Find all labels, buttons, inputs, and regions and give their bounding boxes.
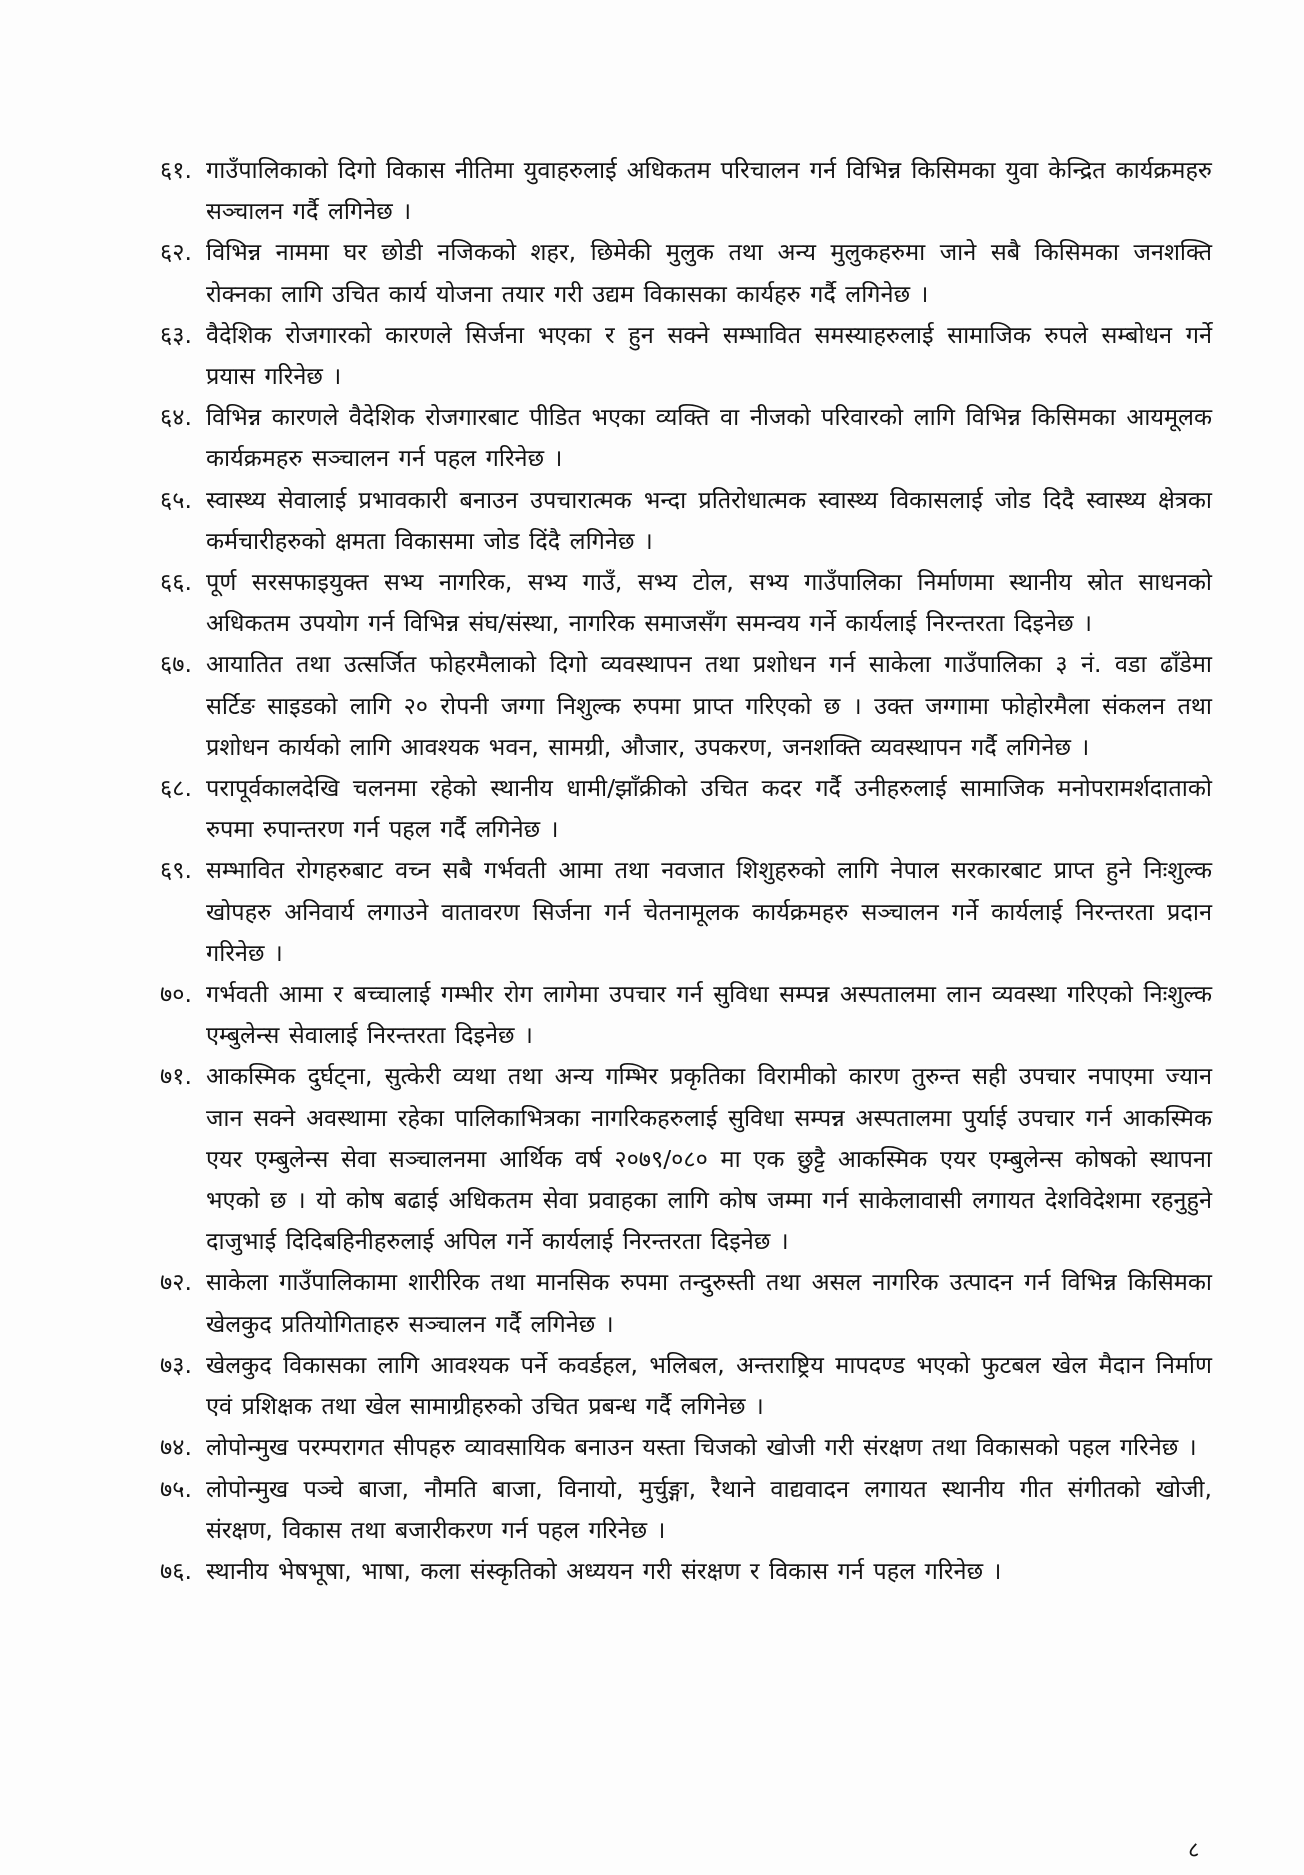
list-item (160, 150, 1212, 232)
list-item (160, 232, 1212, 314)
list-item (160, 315, 1212, 397)
item-number: ७४. (160, 1433, 192, 1462)
list-item (160, 974, 1212, 1056)
list-item (160, 644, 1212, 768)
item-text: विभिन्न कारणले वैदेशिक रोजगारबाट पीडित भएका व्यक्ति वा नीजको परिवारको लागि विभिन्न किसिमका आयमूलक कार्यक्रमहरु सञ्चालन गर्न पहल गरिनेछ । (206, 403, 1212, 473)
item-number: ६२. (160, 238, 192, 267)
item-number: ७२. (160, 1268, 192, 1297)
item-text: सम्भावित रोगहरुबाट वच्न सबै गर्भवती आमा तथा नवजात शिशुहरुको लागि नेपाल सरकारबाट प्राप्त हुने निःशुल्क खोपहरु अनिवार्य लगाउने वातावरण सिर्जना गर्न चेतनामूलक कार्यक्रमहरु सञ्चालन गर्ने कार्यलाई निरन्तरता प्रदान गरिनेछ । (206, 856, 1212, 967)
list-item (160, 1469, 1212, 1551)
item-number: ७६. (160, 1556, 192, 1585)
item-number: ६८. (160, 774, 192, 803)
list-item (160, 1056, 1212, 1262)
item-text: लोपोन्मुख परम्परागत सीपहरु व्यावसायिक बनाउन यस्ता चिजको खोजी गरी संरक्षण तथा विकासको पहल गरिनेछ । (206, 1433, 1197, 1462)
numbered-list (160, 150, 1212, 1592)
item-text: स्वास्थ्य सेवालाई प्रभावकारी बनाउन उपचारात्मक भन्दा प्रतिरोधात्मक स्वास्थ्य विकासलाई जोड दिदै स्वास्थ्य क्षेत्रका कर्मचारीहरुको क्षमता विकासमा जोड दिंदै लगिनेछ । (206, 485, 1212, 555)
item-text: पूर्ण सरसफाइयुक्त सभ्य नागरिक, सभ्य गाउँ, सभ्य टोल, सभ्य गाउँपालिका निर्माणमा स्थानीय स्रोत साधनको अधिकतम उपयोग गर्न विभिन्न संघ/संस्था, नागरिक समाजसँग समन्वय गर्ने कार्यलाई निरन्तरता दिइनेछ । (206, 568, 1212, 638)
item-number: ६९. (160, 856, 192, 885)
item-number: ७३. (160, 1350, 192, 1379)
item-number: ६५. (160, 485, 192, 514)
list-item (160, 1427, 1212, 1468)
item-text: गर्भवती आमा र बच्चालाई गम्भीर रोग लागेमा उपचार गर्न सुविधा सम्पन्न अस्पतालमा लान व्यवस्था गरिएको निःशुल्क एम्बुलेन्स सेवालाई निरन्तरता दिइनेछ । (206, 980, 1212, 1050)
item-number: ६६. (160, 568, 192, 597)
list-item (160, 1262, 1212, 1344)
item-number: ६३. (160, 320, 192, 349)
item-text: वैदेशिक रोजगारको कारणले सिर्जना भएका र हुन सक्ने सम्भावित समस्याहरुलाई सामाजिक रुपले सम्बोधन गर्ने प्रयास गरिनेछ । (206, 320, 1212, 391)
item-text: गाउँपालिकाको दिगो विकास नीतिमा युवाहरुलाई अधिकतम परिचालन गर्न विभिन्न किसिमका युवा केन्द्रित कार्यक्रमहरु सञ्चालन गर्दै लगिनेछ । (206, 156, 1212, 226)
item-text: स्थानीय भेषभूषा, भाषा, कला संस्कृतिको अध्ययन गरी संरक्षण र विकास गर्न पहल गरिनेछ । (206, 1556, 1002, 1585)
list-item (160, 1551, 1212, 1592)
list-item (160, 850, 1212, 974)
item-number: ६४. (160, 403, 192, 432)
item-number: ६१. (160, 156, 192, 184)
item-text: विभिन्न नाममा घर छोडी नजिकको शहर, छिमेकी मुलुक तथा अन्य मुलुकहरुमा जाने सबै किसिमका जनशक्ति रोक्नका लागि उचित कार्य योजना तयार गरी उद्यम विकासका कार्यहरु गर्दै लगिनेछ । (206, 238, 1212, 308)
page-number: ८ (1188, 1838, 1200, 1863)
list-item (160, 768, 1212, 850)
item-text: खेलकुद विकासका लागि आवश्यक पर्ने कवर्डहल, भलिबल, अन्तराष्ट्रिय मापदण्ड भएको फुटबल खेल मैदान निर्माण एवं प्रशिक्षक तथा खेल सामाग्रीहरुको उचित प्रबन्ध गर्दै लगिनेछ । (206, 1350, 1212, 1421)
item-number: ६७. (160, 650, 192, 679)
list-item (160, 397, 1212, 479)
item-text: आकस्मिक दुर्घट्ना, सुत्केरी व्यथा तथा अन्य गम्भिर प्रकृतिका विरामीको कारण तुरुन्त सही उपचार नपाएमा ज्यान जान सक्ने अवस्थामा रहेका पालिकाभित्रका नागरिकहरुलाई सुविधा सम्पन्न अस्पतालमा पुर्याई उपचार गर्न आकस्मिक एयर एम्बुलेन्स सेवा सञ्चालनमा आर्थिक वर्ष २०७९/०८० मा एक छुट्टै आकस्मिक एयर एम्बुलेन्स कोषको स्थापना भएको छ । यो कोष बढाई अधिकतम सेवा प्रवाहका लागि कोष जम्मा गर्न साकेलावासी लगायत देशविदेशमा रहनुहुने दाजुभाई दिदिबहिनीहरुलाई अपिल गर्ने कार्यलाई निरन्तरता दिइनेछ । (206, 1062, 1212, 1256)
list-item (160, 562, 1212, 644)
item-text: लोपोन्मुख पञ्चे बाजा, नौमति बाजा, विनायो, मुर्चुङ्गा, रैथाने वाद्यवादन लगायत स्थानीय गीत संगीतको खोजी, संरक्षण, विकास तथा बजारीकरण गर्न पहल गरिनेछ । (206, 1474, 1212, 1544)
item-number: ७०. (160, 980, 192, 1009)
item-text: आयातित तथा उत्सर्जित फोहरमैलाको दिगो व्यवस्थापन तथा प्रशोधन गर्न साकेला गाउँपालिका ३ नं. वडा ढाँडेमा सर्टिङ साइडको लागि २० रोपनी जग्गा निशुल्क रुपमा प्राप्त गरिएको छ । उक्त जग्गामा फोहोरमैला संकलन तथा प्रशोधन कार्यको लागि आवश्यक भवन, सामग्री, औजार, उपकरण, जनशक्ति व्यवस्थापन गर्दै लगिनेछ । (206, 650, 1212, 761)
list-item (160, 480, 1212, 562)
item-number: ७१. (160, 1062, 192, 1091)
list-item (160, 1345, 1212, 1427)
item-text: परापूर्वकालदेखि चलनमा रहेको स्थानीय धामी/झाँक्रीको उचित कदर गर्दै उनीहरुलाई सामाजिक मनोपरामर्शदाताको रुपमा रुपान्तरण गर्न पहल गर्दै लगिनेछ । (206, 774, 1212, 844)
item-text: साकेला गाउँपालिकामा शारीरिक तथा मानसिक रुपमा तन्दुरुस्ती तथा असल नागरिक उत्पादन गर्न विभिन्न किसिमका खेलकुद प्रतियोगिताहरु सञ्चालन गर्दै लगिनेछ । (206, 1268, 1212, 1338)
item-number: ७५. (160, 1474, 192, 1503)
